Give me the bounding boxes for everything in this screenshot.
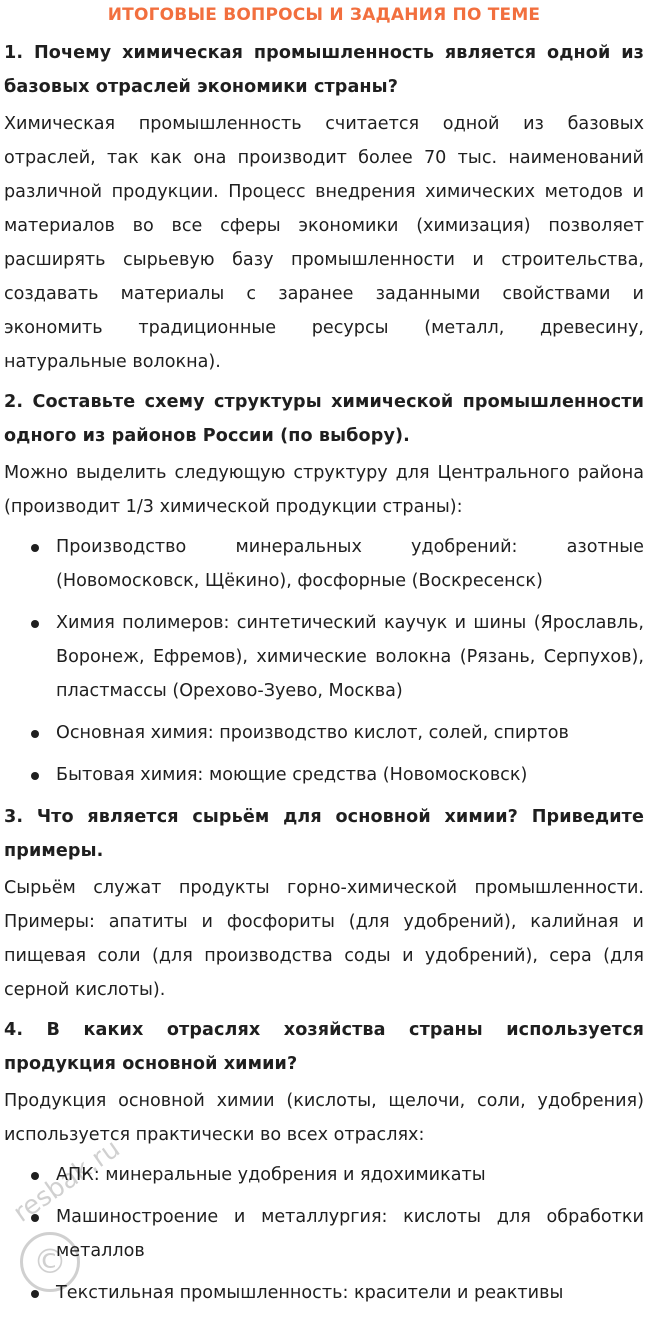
list-item bbox=[4, 530, 644, 598]
watermark-text: resbak.ru bbox=[8, 1133, 126, 1229]
list-item-text: АПК: минеральные удобрения и ядохимикаты bbox=[56, 1165, 486, 1185]
list-item bbox=[4, 1276, 644, 1310]
list-item-text: Основная химия: производство кислот, солей, спиртов bbox=[56, 723, 569, 743]
qa-block-2 bbox=[4, 385, 644, 792]
qa-block-4 bbox=[4, 1013, 644, 1310]
list-item-text: Химия полимеров: синтетический каучук и шины (Ярославль, Воронеж, Ефремов), химические волокна (Рязань, Серпухов), пластмассы (Орехово-Зуево, Москва) bbox=[56, 613, 644, 701]
qa-block-3 bbox=[4, 800, 644, 1007]
list-item bbox=[4, 1200, 644, 1268]
bullet-icon bbox=[31, 544, 39, 552]
list-item-text: Текстильная промышленность: красители и реактивы bbox=[56, 1283, 564, 1303]
list-item bbox=[4, 606, 644, 708]
answer-3: Сырьём служат продукты горно-химической промышленности. Примеры: апатиты и фосфориты (для удобрений), калийная и пищевая соли (для производства соды и удобрений), сера (для серной кислоты). bbox=[4, 878, 644, 1000]
list-item bbox=[4, 758, 644, 792]
list-item bbox=[4, 716, 644, 750]
bullet-list-2 bbox=[4, 530, 644, 792]
question-2: 2. Составьте схему структуры химической промышленности одного из районов России (по выбору). bbox=[4, 392, 644, 446]
copyright-icon: © bbox=[20, 1232, 80, 1292]
qa-block-1 bbox=[4, 36, 644, 379]
list-item bbox=[4, 1158, 644, 1192]
question-1: 1. Почему химическая промышленность является одной из базовых отраслей экономики страны? bbox=[4, 43, 644, 97]
list-item-text: Производство минеральных удобрений: азотные (Новомосковск, Щёкино), фосфорные (Воскресенск) bbox=[56, 537, 644, 591]
bullet-icon bbox=[31, 730, 39, 738]
question-4: 4. В каких отраслях хозяйства страны используется продукция основной химии? bbox=[4, 1020, 644, 1074]
answer-1: Химическая промышленность считается одной из базовых отраслей, так как она производит более 70 тыс. наименований различной продукции. Процесс внедрения химических методов и материалов во все сферы экономики (химизация) позволяет расширять сырьевую базу промышленности и строительства, создавать материалы с заранее заданными свойствами и экономить традиционные ресурсы (металл, древесину, натуральные волокна). bbox=[4, 114, 644, 372]
bullet-icon bbox=[31, 772, 39, 780]
bullet-icon bbox=[31, 620, 39, 628]
answer-4: Продукция основной химии (кислоты, щелочи, соли, удобрения) используется практически во всех отраслях: bbox=[4, 1091, 644, 1145]
bullet-icon bbox=[31, 1214, 39, 1222]
bullet-icon bbox=[31, 1290, 39, 1298]
answer-2: Можно выделить следующую структуру для Центрального района (производит 1/3 химической продукции страны): bbox=[4, 463, 644, 517]
list-item-text: Машиностроение и металлургия: кислоты для обработки металлов bbox=[56, 1207, 644, 1261]
section-title: ИТОГОВЫЕ ВОПРОСЫ И ЗАДАНИЯ ПО ТЕМЕ bbox=[107, 5, 541, 25]
list-item-text: Бытовая химия: моющие средства (Новомосковск) bbox=[56, 765, 528, 785]
bullet-list-4 bbox=[4, 1158, 644, 1310]
bullet-icon bbox=[31, 1172, 39, 1180]
question-3: 3. Что является сырьём для основной химии? Приведите примеры. bbox=[4, 807, 644, 861]
